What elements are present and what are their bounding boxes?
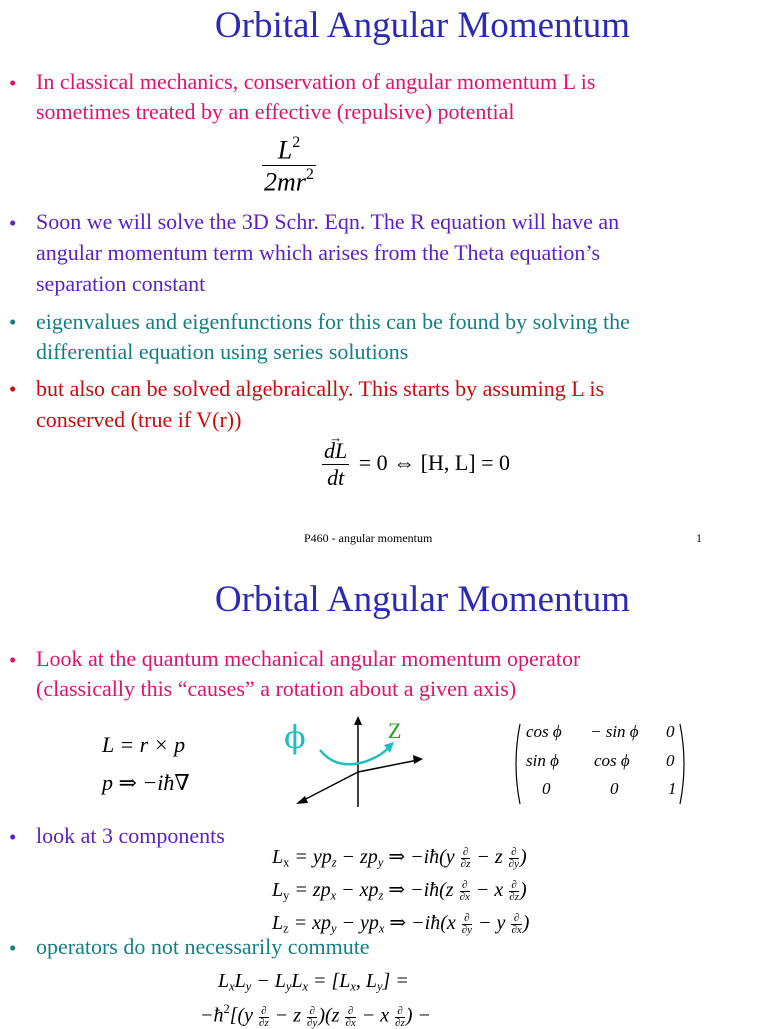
matrix-cell: 1 [668,779,677,798]
angular-momentum-definition: L = r × p [102,732,186,757]
component-ly: $L_y = zp_x - xp_z$ ⇒ −iħ(z ∂ ∂x − x ∂ ∂z ) [272,878,527,903]
commutator-line-2: $-ħ^2[(y$ ∂ ∂z − z ∂ ∂y )(z ∂ ∂x − x ∂ ∂z ) − [200,1002,432,1029]
matrix-cell: cos ϕ [594,751,630,770]
conservation-equation: → $\frac{dL}{dt}$ = 0 ⇔ [H, L] = 0 [322,438,510,491]
matrix-cell: 0 [610,779,619,798]
bullet-3-line-2: differential equation using series solutions [36,339,409,364]
component-lz: $L_z = xp_y - yp_x$ ⇒ −iħ(x ∂ ∂y − y ∂ ∂x ) [272,911,530,936]
slide2-bullet-2-line-1: look at 3 components [36,823,225,848]
matrix-cell: 0 [666,722,675,741]
bullet-1-line-1: In classical mechanics, conservation of angular momentum L is [36,69,596,94]
bullet-2-line-1: Soon we will solve the 3D Schr. Eqn. The R equation will have an [36,209,620,234]
bullet-2-line-2: angular momentum term which arises from the Theta equation’s [36,240,601,265]
y-axis-arrowhead [413,755,423,764]
x-axis-arrowhead [296,796,308,804]
bullet-marker: • [9,211,17,235]
slide2-bullet-1-line-1: Look at the quantum mechanical angular momentum operator [36,646,581,671]
slide-1-title: Orbital Angular Momentum [214,5,631,46]
bullet-marker: • [9,825,17,849]
bullet-marker: • [9,377,17,401]
bullet-marker: • [9,936,17,960]
momentum-operator: p ⇒ −iħ∇ [102,770,190,795]
page-number: 1 [696,531,702,545]
z-axis-label: Z [388,718,402,743]
matrix-cell: sin ϕ [526,751,559,770]
commutator-line-1: $L_xL_y - L_yL_x = [L_x$, $L_y$] = [218,970,409,994]
x-axis [300,772,358,802]
bullet-4-line-2: conserved (true if V(r)) [36,407,242,432]
rotation-matrix [510,722,690,806]
slide2-bullet-3-line-1: operators do not necessarily commute [36,934,370,959]
bullet-1-line-2: sometimes treated by an effective (repulsive) potential [36,99,515,124]
matrix-cell: − sin ϕ [590,722,639,741]
z-axis-arrowhead [354,716,362,725]
slide-2-title: Orbital Angular Momentum [214,579,631,620]
bullet-marker: • [9,648,17,672]
phi-label: ϕ [284,718,306,756]
matrix-cell: 0 [542,779,551,798]
conservation-rest: = 0 ⇔ [H, L] = 0 [358,449,511,475]
bullet-3-line-1: eigenvalues and eigenfunctions for this can be found by solving the [36,309,630,334]
component-lx: $L_x = yp_z - zp_y$ ⇒ −iħ(y ∂ ∂z − z ∂ ∂y ) [272,845,527,870]
bullet-2-line-3: separation constant [36,271,206,296]
bullet-marker: • [9,71,17,95]
matrix-cell: cos ϕ [526,722,562,741]
bullet-marker: • [9,310,17,334]
matrix-cell: 0 [666,751,675,770]
potential-equation: $\frac{L^2}{2mr^2}$ [264,134,314,197]
footer-label: P460 - angular momentum [304,531,433,545]
bullet-4-line-1: but also can be solved algebraically. This starts by assuming L is [36,376,605,401]
slide2-bullet-1-line-2: (classically this “causes” a rotation about a given axis) [36,676,517,701]
rotation-arrow [320,746,390,764]
